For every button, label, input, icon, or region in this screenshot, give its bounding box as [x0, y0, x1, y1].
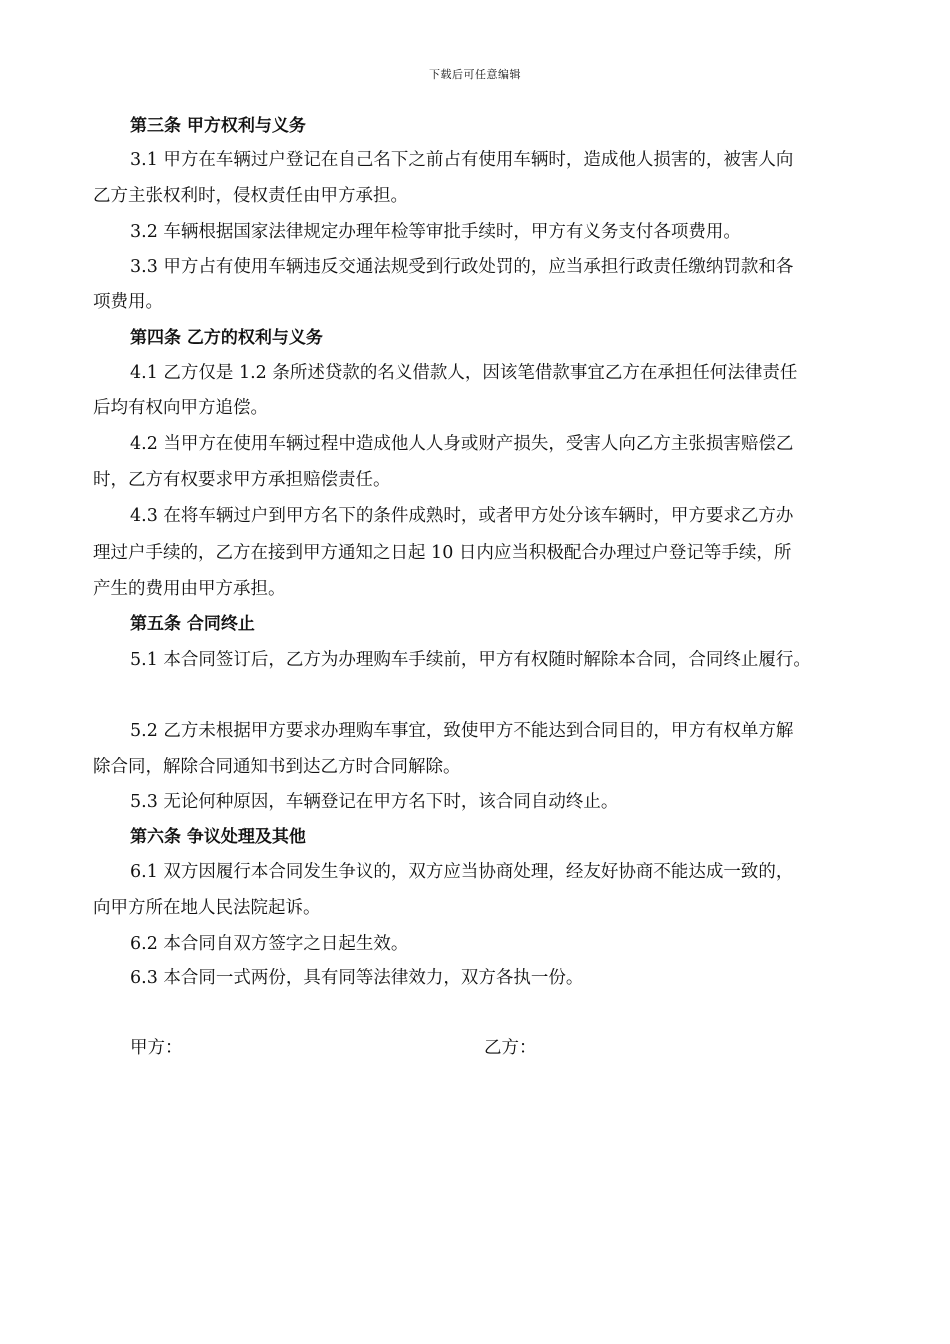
paragraph-line: 乙方主张权利时，侵权责任由甲方承担。 [93, 186, 408, 206]
paragraph-line: 5.3 无论何种原因，车辆登记在甲方名下时，该合同自动终止。 [130, 792, 619, 812]
paragraph-line: 项费用。 [93, 292, 163, 312]
paragraph-line: 6.2 本合同自双方签字之日起生效。 [130, 934, 409, 954]
paragraph-line: 4.1 乙方仅是 1.2 条所述贷款的名义借款人，因该笔借款事宜乙方在承担任何法律责任 [130, 363, 798, 383]
paragraph-line: 除合同，解除合同通知书到达乙方时合同解除。 [93, 757, 461, 777]
section-5-heading: 第五条 合同终止 [130, 614, 255, 634]
party-a-signature-label: 甲方： [130, 1038, 183, 1058]
paragraph-line: 3.1 甲方在车辆过户登记在自己名下之前占有使用车辆时，造成他人损害的，被害人向 [130, 150, 794, 170]
section-6-heading: 第六条 争议处理及其他 [130, 827, 306, 847]
paragraph-line: 6.1 双方因履行本合同发生争议的，双方应当协商处理，经友好协商不能达成一致的， [130, 862, 794, 882]
paragraph-line: 时，乙方有权要求甲方承担赔偿责任。 [93, 470, 391, 490]
paragraph-line: 4.2 当甲方在使用车辆过程中造成他人人身或财产损失，受害人向乙方主张损害赔偿乙 [130, 434, 794, 454]
section-3-heading: 第三条 甲方权利与义务 [130, 116, 306, 136]
paragraph-line: 3.3 甲方占有使用车辆违反交通法规受到行政处罚的，应当承担行政责任缴纳罚款和各 [130, 257, 794, 277]
paragraph-line: 4.3 在将车辆过户到甲方名下的条件成熟时，或者甲方处分该车辆时，甲方要求乙方办 [130, 506, 794, 526]
paragraph-line: 3.2 车辆根据国家法律规定办理年检等审批手续时，甲方有义务支付各项费用。 [130, 222, 741, 242]
paragraph-line: 理过户手续的，乙方在接到甲方通知之日起 10 日内应当积极配合办理过户登记等手续，所 [93, 543, 792, 563]
paragraph-line: 6.3 本合同一式两份，具有同等法律效力，双方各执一份。 [130, 968, 584, 988]
section-4-heading: 第四条 乙方的权利与义务 [130, 328, 323, 348]
paragraph-line: 后均有权向甲方追偿。 [93, 398, 268, 418]
page-header: 下载后可任意编辑 [429, 68, 521, 81]
paragraph-line: 5.2 乙方未根据甲方要求办理购车事宜，致使甲方不能达到合同目的，甲方有权单方解 [130, 721, 794, 741]
paragraph-line: 向甲方所在地人民法院起诉。 [93, 898, 321, 918]
paragraph-line: 5.1 本合同签订后，乙方为办理购车手续前，甲方有权随时解除本合同，合同终止履行。 [130, 650, 811, 670]
party-b-signature-label: 乙方： [484, 1038, 537, 1058]
paragraph-line: 产生的费用由甲方承担。 [93, 579, 286, 599]
